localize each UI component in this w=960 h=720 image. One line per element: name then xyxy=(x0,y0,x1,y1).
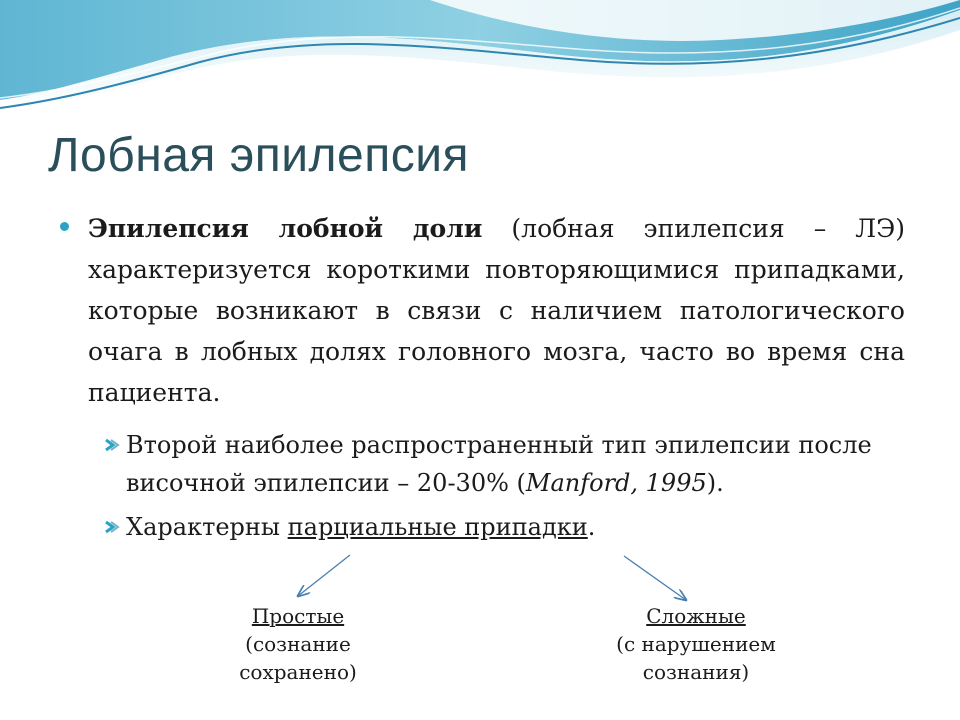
arrow-to-simple xyxy=(298,555,350,596)
branch-simple xyxy=(218,602,378,686)
branch-complex xyxy=(596,602,796,686)
wave-header-decoration xyxy=(0,0,960,120)
arrow-to-complex xyxy=(624,556,686,600)
main-bullet-rest: (лобная эпилепсия – ЛЭ) характеризуется короткими повторяющимися припадками, которые возникают в связи с наличием патологического очага в лобных долях головного мозга, часто во время сна пациента. xyxy=(88,214,905,407)
branch-complex-line2: сознания) xyxy=(642,660,750,684)
sub-bullet-2-end: . xyxy=(587,513,596,541)
chevron-arrow-icon xyxy=(102,435,122,455)
main-bullet-bold: Эпилепсия лобной доли xyxy=(88,214,483,243)
branch-simple-line1: (сознание xyxy=(245,632,351,656)
main-bullet xyxy=(60,208,905,413)
branch-simple-line2: сохранено) xyxy=(239,660,357,684)
bullet-dot-icon xyxy=(60,222,69,231)
partial-seizures-term: парциальные припадки xyxy=(287,513,588,541)
sub-bullet-1-end: ). xyxy=(706,469,724,497)
sub-bullet-2 xyxy=(102,508,902,546)
sub-bullet-2-text: Характерны xyxy=(126,513,288,541)
branch-complex-heading: Сложные xyxy=(646,604,746,628)
branch-simple-heading: Простые xyxy=(251,604,345,628)
branch-complex-line1: (с нарушением xyxy=(616,632,776,656)
slide-title: Лобная эпилепсия xyxy=(48,129,470,182)
sub-bullet-1-text: Второй наиболее распространенный тип эпилепсии после височной эпилепсии – 20-30% ( xyxy=(126,431,872,497)
sub-bullet-1 xyxy=(102,426,902,502)
main-bullet-text xyxy=(88,208,905,413)
chevron-arrow-icon xyxy=(102,517,122,537)
citation: Manford, 1995 xyxy=(525,469,707,497)
